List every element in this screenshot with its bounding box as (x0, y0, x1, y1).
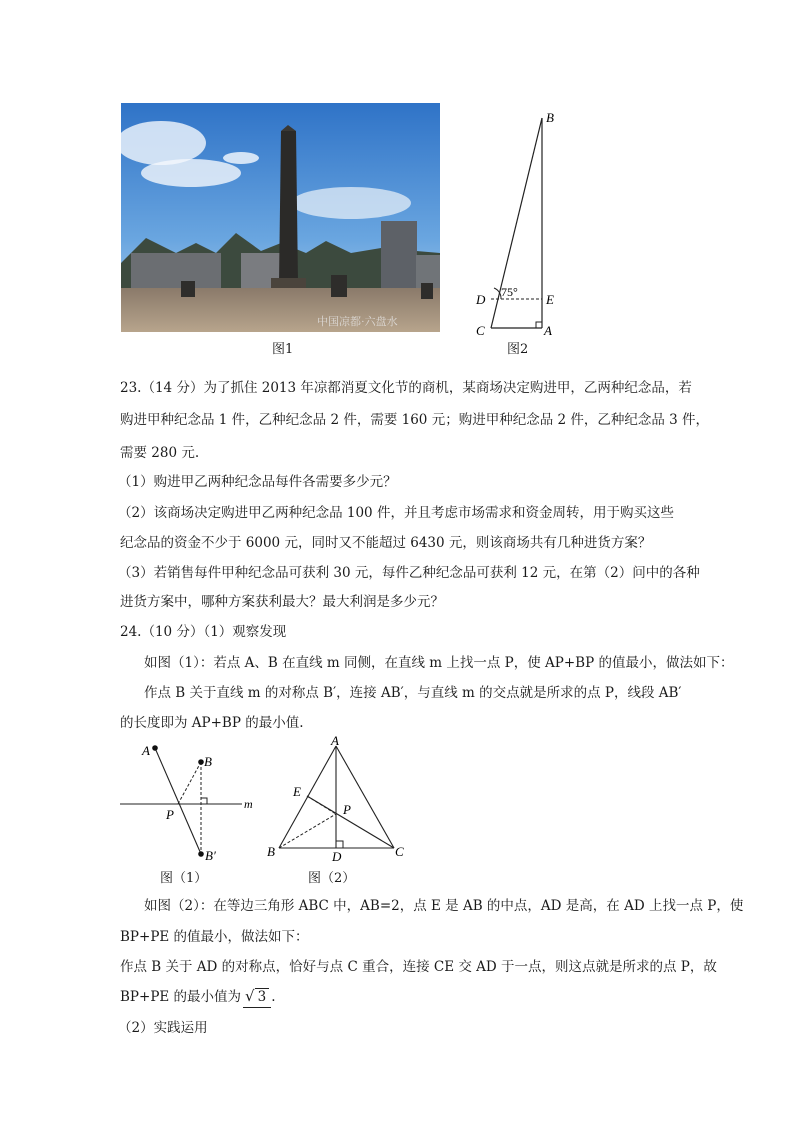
q23-part-3b: 进货方案中，哪种方案获利最大？最大利润是多少元？ (120, 594, 444, 610)
fig-1-label-p: P (166, 807, 174, 822)
fig2-label-c: C (476, 323, 485, 338)
q24-line-1: 如图（1）：若点 A、B 在直线 m 同侧，在直线 m 上找一点 P，使 AP+BP 的值最小，做法如下： (144, 655, 734, 671)
fig-1-label-m: m (244, 797, 253, 811)
q24-line-4: 如图（2）：在等边三角形 ABC 中，AB=2，点 E 是 AB 的中点，AD 是高，在 AD 上找一点 P，使 (144, 898, 744, 914)
figure-2-diagram (470, 108, 580, 344)
fig2-label-e: E (546, 292, 554, 307)
fig2-caption: 图2 (507, 342, 529, 357)
fig-2-label-b: B (267, 844, 275, 859)
q24-title: 24.（10 分）（1）观察发现 (120, 624, 287, 640)
fig-2-label-d: D (332, 849, 342, 864)
fig-1-label-a: A (142, 743, 150, 758)
q24-line-6: 作点 B 关于 AD 的对称点，恰好与点 C 重合，连接 CE 交 AD 于一点，则这点就是所求的点 P，故 (120, 959, 717, 975)
fig-2-label-e: E (293, 784, 301, 799)
figure-1-diagram (118, 738, 258, 872)
q24-part-2-title: （2）实践运用 (118, 1020, 208, 1036)
fig-2-label-p: P (343, 802, 351, 817)
fig-2-caption: 图（2） (308, 871, 356, 886)
q24-line-5: BP+PE 的值最小，做法如下： (120, 929, 309, 945)
q23-part-2a: （2）该商场决定购进甲乙两种纪念品 100 件，并且考虑市场需求和资金周转，用于购买这些 (118, 505, 674, 521)
fig-1-label-b: B (204, 754, 212, 769)
fig-1-label-b-prime: B′ (205, 848, 216, 863)
q23-line-2: 购进甲种纪念品 1 件，乙种纪念品 2 件，需要 160 元；购进甲种纪念品 2 件，乙种纪念品 3 件， (120, 412, 710, 428)
q23-line-3: 需要 280 元. (120, 445, 200, 461)
fig2-label-b: B (546, 110, 554, 125)
figure-2-triangle (262, 734, 412, 868)
q23-part-2b: 纪念品的资金不少于 6000 元，同时又不能超过 6430 元，则该商场共有几种进货方案？ (120, 535, 652, 551)
q23-line-1: 23.（14 分）为了抓住 2013 年凉都消夏文化节的商机，某商场决定购进甲，乙两种纪念品，若 (120, 380, 692, 396)
fig2-label-d: D (476, 292, 486, 307)
monument-photo (121, 103, 440, 332)
q24-line-2: 作点 B 关于直线 m 的对称点 B′，连接 AB′，与直线 m 的交点就是所求的点 P，线段 AB′ (144, 685, 682, 701)
min-value-answer: 3 (255, 988, 270, 1005)
fig-2-label-c: C (395, 844, 404, 859)
min-value-suffix: . (271, 989, 276, 1005)
answer-blank (243, 986, 271, 1008)
q24-line-3: 的长度即为 AP+BP 的最小值. (120, 715, 304, 731)
fig2-angle-label: 75° (501, 285, 518, 299)
sqrt-symbol: √ (245, 987, 255, 1005)
fig-2-label-a: A (331, 734, 339, 748)
q24-line-7 (120, 986, 276, 1008)
fig1-caption: 图1 (272, 342, 294, 357)
fig2-label-a: A (544, 323, 552, 338)
photo-watermark: 中国凉都·六盘水 (317, 316, 398, 328)
q23-part-1: （1）购进甲乙两种纪念品每件各需要多少元？ (118, 474, 397, 490)
fig-1-caption: 图（1） (160, 871, 208, 886)
min-value-prefix: BP+PE 的最小值为 (120, 989, 242, 1005)
q23-part-3a: （3）若销售每件甲种纪念品可获利 30 元，每件乙种纪念品可获利 12 元，在第（2）问中的各种 (118, 565, 700, 581)
